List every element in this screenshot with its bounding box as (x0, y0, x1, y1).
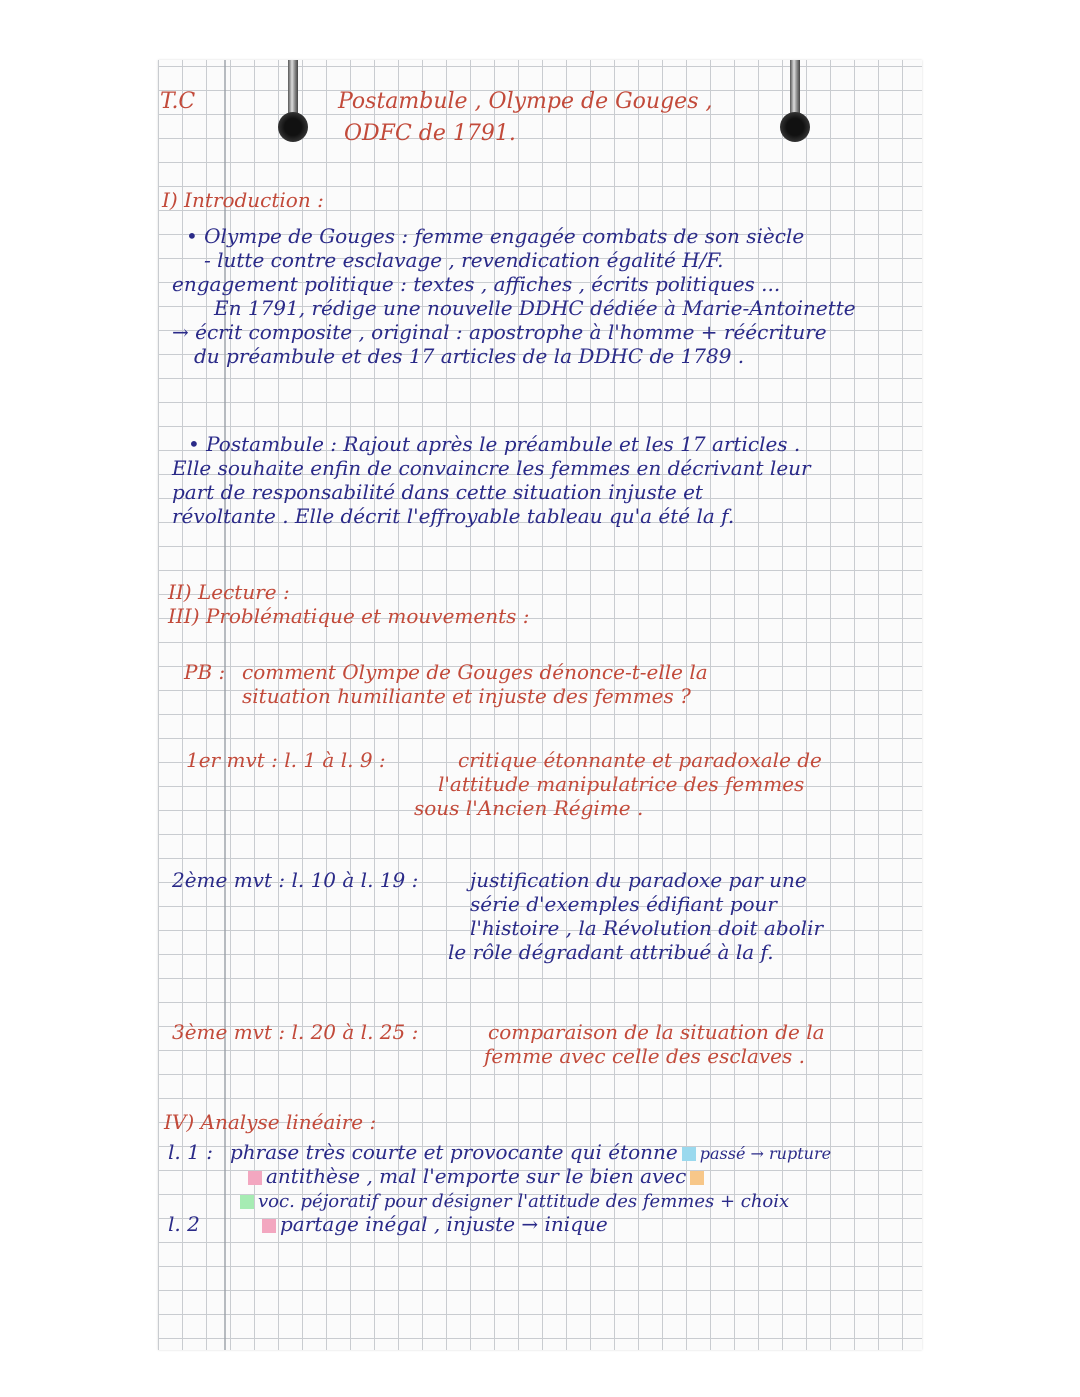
section-heading-problematique: III) Problématique et mouvements : (168, 604, 530, 628)
intro-line: • Olympe de Gouges : femme engagée combats de son siècle (186, 224, 805, 248)
section-heading-lecture: II) Lecture : (168, 580, 290, 604)
l2-label: l. 2 (168, 1212, 200, 1236)
postambule-line: Elle souhaite enfin de convaincre les femmes en décrivant leur (172, 456, 811, 480)
l1-line: phrase très courte et provocante qui étonne passé → rupture (230, 1140, 832, 1164)
intro-line: engagement politique : textes , affiches , écrits politiques ... (172, 272, 781, 296)
mvt3-line: femme avec celle des esclaves . (484, 1044, 805, 1068)
l2-line: partage inégal , injuste → inique (258, 1212, 608, 1236)
l1-line: voc. péjoratif pour désigner l'attitude des femmes + choix (236, 1188, 789, 1214)
pb-label: PB : (184, 660, 226, 684)
mvt2-line: le rôle dégradant attribué à la f. (448, 940, 774, 964)
mvt2-line: série d'exemples édifiant pour (470, 892, 777, 916)
intro-line: En 1791, rédige une nouvelle DDHC dédiée à Marie-Antoinette (214, 296, 856, 320)
highlight-green (240, 1195, 254, 1209)
binder-ring-left (276, 60, 310, 150)
section-heading-introduction: I) Introduction : (162, 188, 324, 212)
mvt2-line: l'histoire , la Révolution doit abolir (470, 916, 824, 940)
highlight-blue (682, 1147, 696, 1161)
mvt2-line: justification du paradoxe par une (470, 868, 807, 892)
mvt1-label: 1er mvt : l. 1 à l. 9 : (186, 748, 386, 772)
highlight-orange (690, 1171, 704, 1185)
pb-line: situation humiliante et injuste des femmes ? (242, 684, 691, 708)
binder-ring-right (778, 60, 812, 150)
mvt3-label: 3ème mvt : l. 20 à l. 25 : (172, 1020, 419, 1044)
intro-line: du préambule et des 17 articles de la DDHC de 1789 . (194, 344, 745, 368)
notebook-page (158, 60, 922, 1350)
mvt1-line: critique étonnante et paradoxale de (458, 748, 822, 772)
l1-label: l. 1 : (168, 1140, 213, 1164)
intro-line: → écrit composite , original : apostrophe à l'homme + réécriture (172, 320, 827, 344)
postambule-line: révoltante . Elle décrit l'effroyable tableau qu'a été la f. (172, 504, 735, 528)
mvt3-line: comparaison de la situation de la (488, 1020, 825, 1044)
page-title-line1: Postambule , Olympe de Gouges , (338, 89, 713, 114)
intro-line: - lutte contre esclavage , revendication égalité H/F. (204, 248, 724, 272)
highlight-pink (262, 1219, 276, 1233)
mvt1-line: l'attitude manipulatrice des femmes (438, 772, 805, 796)
l1-line: antithèse , mal l'emporte sur le bien avec (244, 1164, 708, 1188)
class-code: T.C (160, 89, 196, 114)
page-title-line2: ODFC de 1791. (344, 121, 516, 146)
highlight-pink (248, 1171, 262, 1185)
postambule-line: • Postambule : Rajout après le préambule et les 17 articles . (188, 432, 801, 456)
mvt1-line: sous l'Ancien Régime . (414, 796, 644, 820)
postambule-line: part de responsabilité dans cette situation injuste et (172, 480, 703, 504)
section-heading-analyse: IV) Analyse linéaire : (164, 1110, 377, 1134)
pb-line: comment Olympe de Gouges dénonce-t-elle la (242, 660, 708, 684)
mvt2-label: 2ème mvt : l. 10 à l. 19 : (172, 868, 419, 892)
